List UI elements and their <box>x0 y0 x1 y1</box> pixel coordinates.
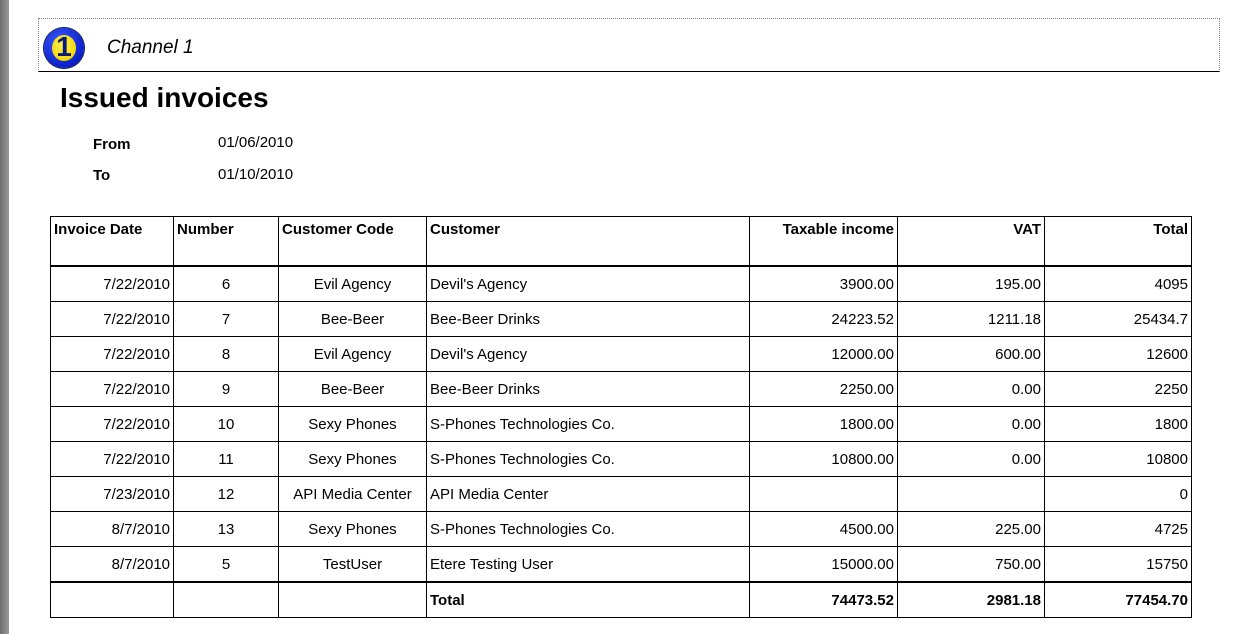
cell-customer: S-Phones Technologies Co. <box>427 407 750 442</box>
cell-customer-code: Evil Agency <box>279 266 427 302</box>
table-row <box>51 302 1192 337</box>
cell-customer: S-Phones Technologies Co. <box>427 512 750 547</box>
cell-customer: Devil's Agency <box>427 266 750 302</box>
cell-number: 5 <box>174 547 279 583</box>
cell-invoice-date: 8/7/2010 <box>51 547 174 583</box>
cell-invoice-date: 7/23/2010 <box>51 477 174 512</box>
channel-number-icon <box>44 28 84 68</box>
cell-vat: 0.00 <box>898 407 1045 442</box>
header-customer: Customer <box>427 217 750 267</box>
cell-customer-code: API Media Center <box>279 477 427 512</box>
cell-taxable-income: 10800.00 <box>750 442 898 477</box>
cell-customer-code: Sexy Phones <box>279 512 427 547</box>
cell-total: 15750 <box>1045 547 1192 583</box>
report-page <box>9 0 1257 634</box>
table-row <box>51 372 1192 407</box>
viewer-background <box>0 0 9 634</box>
cell-customer-code: Evil Agency <box>279 337 427 372</box>
cell-number: 12 <box>174 477 279 512</box>
report-title: Issued invoices <box>60 82 269 113</box>
cell-customer: API Media Center <box>427 477 750 512</box>
cell-number: 7 <box>174 302 279 337</box>
channel-number: 1 <box>56 31 72 62</box>
cell-taxable-income: 24223.52 <box>750 302 898 337</box>
cell-customer: Bee-Beer Drinks <box>427 302 750 337</box>
table-header-row <box>51 217 1192 267</box>
cell-number: 6 <box>174 266 279 302</box>
table-row <box>51 337 1192 372</box>
cell-customer-code: Bee-Beer <box>279 302 427 337</box>
cell-number: 8 <box>174 337 279 372</box>
to-label: To <box>93 167 111 184</box>
cell-vat: 600.00 <box>898 337 1045 372</box>
from-label: From <box>93 136 131 153</box>
table-total-row <box>51 582 1192 618</box>
cell-invoice-date: 7/22/2010 <box>51 407 174 442</box>
from-value: 01/06/2010 <box>218 134 294 151</box>
cell-customer: Bee-Beer Drinks <box>427 372 750 407</box>
to-value: 01/10/2010 <box>218 166 294 183</box>
cell-taxable-income: 12000.00 <box>750 337 898 372</box>
cell-taxable-income <box>750 477 898 512</box>
cell-invoice-date: 8/7/2010 <box>51 512 174 547</box>
cell-total: 4095 <box>1045 266 1192 302</box>
header-total: Total <box>1045 217 1192 267</box>
cell-vat: 0.00 <box>898 372 1045 407</box>
cell-vat <box>898 477 1045 512</box>
header-customer-code: Customer Code <box>279 217 427 267</box>
total-taxable-income: 74473.52 <box>750 582 898 618</box>
table-row <box>51 407 1192 442</box>
total-grand: 77454.70 <box>1045 582 1192 618</box>
total-empty-cell <box>51 582 174 618</box>
cell-number: 13 <box>174 512 279 547</box>
table-row <box>51 477 1192 512</box>
cell-total: 0 <box>1045 477 1192 512</box>
cell-invoice-date: 7/22/2010 <box>51 442 174 477</box>
cell-vat: 1211.18 <box>898 302 1045 337</box>
header-invoice-date: Invoice Date <box>51 217 174 267</box>
cell-number: 11 <box>174 442 279 477</box>
channel-name: Channel 1 <box>107 37 194 58</box>
cell-taxable-income: 2250.00 <box>750 372 898 407</box>
cell-total: 12600 <box>1045 337 1192 372</box>
cell-taxable-income: 4500.00 <box>750 512 898 547</box>
cell-invoice-date: 7/22/2010 <box>51 302 174 337</box>
cell-customer: Devil's Agency <box>427 337 750 372</box>
cell-invoice-date: 7/22/2010 <box>51 372 174 407</box>
table-row <box>51 547 1192 583</box>
cell-customer: S-Phones Technologies Co. <box>427 442 750 477</box>
cell-total: 2250 <box>1045 372 1192 407</box>
header-number: Number <box>174 217 279 267</box>
cell-taxable-income: 15000.00 <box>750 547 898 583</box>
cell-vat: 225.00 <box>898 512 1045 547</box>
cell-vat: 195.00 <box>898 266 1045 302</box>
cell-total: 25434.7 <box>1045 302 1192 337</box>
cell-customer-code: TestUser <box>279 547 427 583</box>
cell-taxable-income: 3900.00 <box>750 266 898 302</box>
total-empty-cell <box>279 582 427 618</box>
cell-number: 10 <box>174 407 279 442</box>
total-vat: 2981.18 <box>898 582 1045 618</box>
header-taxable-income: Taxable income <box>750 217 898 267</box>
header-vat: VAT <box>898 217 1045 267</box>
cell-total: 10800 <box>1045 442 1192 477</box>
table-row <box>51 512 1192 547</box>
cell-vat: 750.00 <box>898 547 1045 583</box>
cell-vat: 0.00 <box>898 442 1045 477</box>
cell-invoice-date: 7/22/2010 <box>51 266 174 302</box>
table-row <box>51 442 1192 477</box>
cell-customer-code: Sexy Phones <box>279 407 427 442</box>
cell-customer-code: Sexy Phones <box>279 442 427 477</box>
cell-total: 1800 <box>1045 407 1192 442</box>
cell-customer-code: Bee-Beer <box>279 372 427 407</box>
channel-header <box>38 18 1220 72</box>
cell-invoice-date: 7/22/2010 <box>51 337 174 372</box>
cell-number: 9 <box>174 372 279 407</box>
cell-taxable-income: 1800.00 <box>750 407 898 442</box>
total-empty-cell <box>174 582 279 618</box>
table-row <box>51 266 1192 302</box>
invoices-table <box>50 216 1192 618</box>
cell-customer: Etere Testing User <box>427 547 750 583</box>
total-label: Total <box>427 582 750 618</box>
cell-total: 4725 <box>1045 512 1192 547</box>
